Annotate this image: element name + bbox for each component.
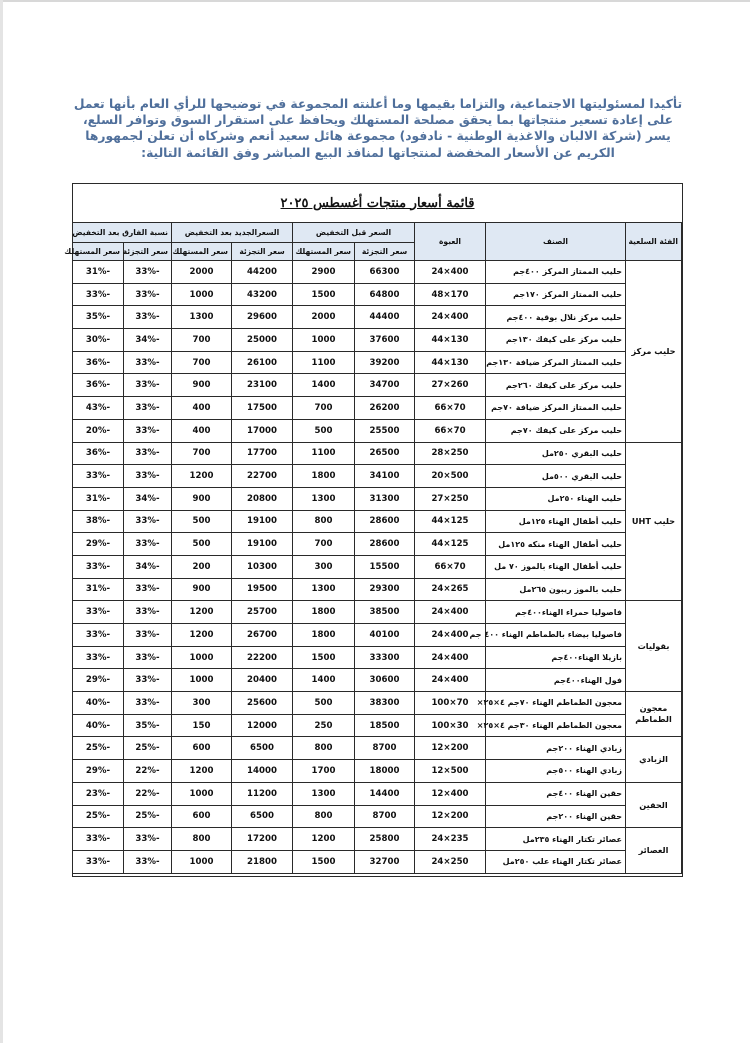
item-cell: حليب مركز على كيفك ٧٠جم	[486, 419, 626, 442]
diff-wholesale-cell: 22%-	[123, 760, 171, 783]
header-after-consumer: سعر المستهلك	[171, 243, 231, 261]
after-wholesale-cell: 23100	[232, 374, 293, 397]
table-row	[72, 329, 681, 352]
before-consumer-cell: 1400	[293, 374, 355, 397]
diff-wholesale-cell: 33%-	[123, 850, 171, 873]
before-consumer-cell: 1500	[293, 283, 355, 306]
table-row	[72, 465, 681, 488]
pack-cell: 12×200	[415, 805, 486, 828]
diff-consumer-cell: 33%-	[72, 646, 123, 669]
after-wholesale-cell: 20800	[232, 487, 293, 510]
table-row	[72, 578, 681, 601]
before-wholesale-cell: 15500	[355, 555, 415, 578]
after-wholesale-cell: 29600	[232, 306, 293, 329]
item-cell: حليب أطفال الهناء بالموز ٧٠ مل	[486, 555, 626, 578]
after-consumer-cell: 500	[171, 533, 231, 556]
diff-consumer-cell: 29%-	[72, 669, 123, 692]
before-wholesale-cell: 40100	[355, 624, 415, 647]
after-wholesale-cell: 10300	[232, 555, 293, 578]
diff-consumer-cell: 33%-	[72, 850, 123, 873]
pack-cell: 12×400	[415, 782, 486, 805]
item-cell: حقين الهناء ٢٠٠جم	[486, 805, 626, 828]
after-wholesale-cell: 21800	[232, 850, 293, 873]
table-row	[72, 737, 681, 760]
header-diff-wholesale: سعر التجزئة	[123, 243, 171, 261]
table-row	[72, 351, 681, 374]
header-before-wholesale: سعر التجزئة	[355, 243, 415, 261]
pack-cell: 24×400	[415, 261, 486, 284]
diff-consumer-cell: 36%-	[72, 442, 123, 465]
after-consumer-cell: 1200	[171, 760, 231, 783]
diff-consumer-cell: 31%-	[72, 578, 123, 601]
before-wholesale-cell: 25800	[355, 828, 415, 851]
table-row	[72, 555, 681, 578]
table-row	[72, 442, 681, 465]
header-item: الصنف	[486, 223, 626, 261]
table-row	[72, 397, 681, 420]
after-wholesale-cell: 14000	[232, 760, 293, 783]
diff-consumer-cell: 40%-	[72, 714, 123, 737]
price-list-sheet	[64, 183, 683, 877]
before-wholesale-cell: 14400	[355, 782, 415, 805]
diff-wholesale-cell: 33%-	[123, 828, 171, 851]
diff-consumer-cell: 25%-	[72, 805, 123, 828]
before-consumer-cell: 1300	[293, 487, 355, 510]
after-consumer-cell: 1300	[171, 306, 231, 329]
pack-cell: 24×400	[415, 646, 486, 669]
pack-cell: 66×70	[415, 555, 486, 578]
after-wholesale-cell: 12000	[232, 714, 293, 737]
item-cell: حليب مركز على كيفك ٢٦٠جم	[486, 374, 626, 397]
diff-consumer-cell: 38%-	[72, 510, 123, 533]
pack-cell: 24×400	[415, 306, 486, 329]
item-cell: حليب البقري ٥٠٠مل	[486, 465, 626, 488]
diff-consumer-cell: 33%-	[72, 601, 123, 624]
header-pack: العبوة	[415, 223, 486, 261]
diff-consumer-cell: 31%-	[72, 261, 123, 284]
pack-cell: 24×400	[415, 669, 486, 692]
after-consumer-cell: 1000	[171, 669, 231, 692]
item-cell: حليب الممتاز المركز ٤٠٠جم	[486, 261, 626, 284]
after-wholesale-cell: 19500	[232, 578, 293, 601]
after-consumer-cell: 500	[171, 510, 231, 533]
category-cell: الحقين	[626, 782, 682, 827]
after-wholesale-cell: 26700	[232, 624, 293, 647]
pack-cell: 20×500	[415, 465, 486, 488]
item-cell: فاصوليا حمراء الهناء٤٠٠جم	[486, 601, 626, 624]
after-consumer-cell: 1200	[171, 624, 231, 647]
after-consumer-cell: 400	[171, 419, 231, 442]
diff-wholesale-cell: 34%-	[123, 329, 171, 352]
pack-cell: 44×130	[415, 351, 486, 374]
item-cell: حليب الممتاز المركز ضيافة ٧٠جم	[486, 397, 626, 420]
header-category: الفئة السلعية	[626, 223, 682, 261]
diff-wholesale-cell: 33%-	[123, 261, 171, 284]
before-wholesale-cell: 31300	[355, 487, 415, 510]
after-wholesale-cell: 17000	[232, 419, 293, 442]
before-wholesale-cell: 18500	[355, 714, 415, 737]
after-consumer-cell: 700	[171, 351, 231, 374]
after-wholesale-cell: 20400	[232, 669, 293, 692]
after-consumer-cell: 900	[171, 578, 231, 601]
item-cell: معجون الطماطم الهناء ٣٠جم ٤×٢٥×	[486, 714, 626, 737]
category-cell: حليب UHT	[626, 442, 682, 601]
after-wholesale-cell: 25000	[232, 329, 293, 352]
diff-wholesale-cell: 33%-	[123, 306, 171, 329]
pack-cell: 24×235	[415, 828, 486, 851]
before-consumer-cell: 1100	[293, 442, 355, 465]
diff-wholesale-cell: 33%-	[123, 465, 171, 488]
pack-cell: 12×200	[415, 737, 486, 760]
after-consumer-cell: 1000	[171, 782, 231, 805]
table-row	[72, 261, 681, 284]
before-consumer-cell: 300	[293, 555, 355, 578]
before-wholesale-cell: 37600	[355, 329, 415, 352]
before-consumer-cell: 1700	[293, 760, 355, 783]
table-row	[72, 828, 681, 851]
after-consumer-cell: 600	[171, 737, 231, 760]
diff-wholesale-cell: 34%-	[123, 555, 171, 578]
diff-consumer-cell: 20%-	[72, 419, 123, 442]
after-wholesale-cell: 25700	[232, 601, 293, 624]
diff-wholesale-cell: 25%-	[123, 805, 171, 828]
table-row	[72, 669, 681, 692]
diff-wholesale-cell: 25%-	[123, 737, 171, 760]
after-consumer-cell: 1000	[171, 850, 231, 873]
before-wholesale-cell: 8700	[355, 737, 415, 760]
table-row	[72, 283, 681, 306]
after-consumer-cell: 400	[171, 397, 231, 420]
diff-consumer-cell: 29%-	[72, 760, 123, 783]
diff-consumer-cell: 29%-	[72, 533, 123, 556]
before-wholesale-cell: 44400	[355, 306, 415, 329]
before-wholesale-cell: 66300	[355, 261, 415, 284]
before-wholesale-cell: 29300	[355, 578, 415, 601]
page-left-edge	[0, 0, 3, 1043]
table-row	[72, 487, 681, 510]
price-table-body	[72, 261, 681, 874]
header-before: السعر قبل التخفيض	[293, 223, 415, 243]
item-cell: زبادي الهناء ٢٠٠جم	[486, 737, 626, 760]
header-diff: نسبة الفارق بعد التخفيض	[72, 223, 171, 243]
after-consumer-cell: 200	[171, 555, 231, 578]
before-consumer-cell: 1400	[293, 669, 355, 692]
after-wholesale-cell: 6500	[232, 805, 293, 828]
diff-consumer-cell: 30%-	[72, 329, 123, 352]
before-consumer-cell: 500	[293, 419, 355, 442]
pack-cell: 48×170	[415, 283, 486, 306]
pack-cell: 44×130	[415, 329, 486, 352]
before-consumer-cell: 1800	[293, 601, 355, 624]
diff-consumer-cell: 36%-	[72, 374, 123, 397]
after-wholesale-cell: 22200	[232, 646, 293, 669]
diff-wholesale-cell: 33%-	[123, 351, 171, 374]
item-cell: حليب البقري ٢٥٠مل	[486, 442, 626, 465]
diff-consumer-cell: 33%-	[72, 828, 123, 851]
diff-consumer-cell: 40%-	[72, 692, 123, 715]
diff-consumer-cell: 35%-	[72, 306, 123, 329]
table-row	[72, 692, 681, 715]
diff-consumer-cell: 43%-	[72, 397, 123, 420]
after-consumer-cell: 800	[171, 828, 231, 851]
item-cell: بازيلا الهناء٤٠٠جم	[486, 646, 626, 669]
table-row	[72, 533, 681, 556]
diff-wholesale-cell: 33%-	[123, 419, 171, 442]
after-wholesale-cell: 22700	[232, 465, 293, 488]
diff-wholesale-cell: 35%-	[123, 714, 171, 737]
price-table	[64, 222, 682, 874]
after-consumer-cell: 2000	[171, 261, 231, 284]
after-consumer-cell: 1200	[171, 601, 231, 624]
before-wholesale-cell: 26200	[355, 397, 415, 420]
before-wholesale-cell: 30600	[355, 669, 415, 692]
diff-wholesale-cell: 33%-	[123, 624, 171, 647]
diff-consumer-cell: 36%-	[72, 351, 123, 374]
item-cell: حليب أطفال الهناء ١٢٥مل	[486, 510, 626, 533]
diff-consumer-cell: 33%-	[72, 555, 123, 578]
pack-cell: 100×30	[415, 714, 486, 737]
before-consumer-cell: 1000	[293, 329, 355, 352]
pack-cell: 66×70	[415, 397, 486, 420]
table-row	[72, 601, 681, 624]
before-consumer-cell: 700	[293, 397, 355, 420]
before-consumer-cell: 500	[293, 692, 355, 715]
after-wholesale-cell: 44200	[232, 261, 293, 284]
diff-consumer-cell: 31%-	[72, 487, 123, 510]
table-row	[72, 760, 681, 783]
before-wholesale-cell: 64800	[355, 283, 415, 306]
table-row	[72, 510, 681, 533]
diff-consumer-cell: 23%-	[72, 782, 123, 805]
header-after: السعرالجديد بعد التخفيض	[171, 223, 292, 243]
before-wholesale-cell: 34100	[355, 465, 415, 488]
pack-cell: 66×70	[415, 419, 486, 442]
table-row	[72, 714, 681, 737]
diff-wholesale-cell: 33%-	[123, 533, 171, 556]
before-consumer-cell: 1300	[293, 782, 355, 805]
diff-wholesale-cell: 22%-	[123, 782, 171, 805]
header-after-wholesale: سعر التجزئة	[232, 243, 293, 261]
pack-cell: 28×250	[415, 442, 486, 465]
pack-cell: 27×260	[415, 374, 486, 397]
pack-cell: 27×250	[415, 487, 486, 510]
item-cell: حليب الهناء ٢٥٠مل	[486, 487, 626, 510]
after-consumer-cell: 700	[171, 442, 231, 465]
pack-cell: 24×400	[415, 624, 486, 647]
before-wholesale-cell: 39200	[355, 351, 415, 374]
before-wholesale-cell: 26500	[355, 442, 415, 465]
after-wholesale-cell: 17700	[232, 442, 293, 465]
before-consumer-cell: 2000	[293, 306, 355, 329]
header-before-consumer: سعر المستهلك	[293, 243, 355, 261]
after-wholesale-cell: 6500	[232, 737, 293, 760]
before-wholesale-cell: 28600	[355, 533, 415, 556]
category-cell: حليب مركز	[626, 261, 682, 443]
after-consumer-cell: 300	[171, 692, 231, 715]
diff-consumer-cell: 25%-	[72, 737, 123, 760]
after-wholesale-cell: 26100	[232, 351, 293, 374]
after-wholesale-cell: 19100	[232, 510, 293, 533]
after-consumer-cell: 900	[171, 487, 231, 510]
before-wholesale-cell: 28600	[355, 510, 415, 533]
before-consumer-cell: 1500	[293, 646, 355, 669]
before-consumer-cell: 1800	[293, 465, 355, 488]
page-top-edge	[0, 0, 750, 2]
before-consumer-cell: 800	[293, 510, 355, 533]
before-consumer-cell: 1200	[293, 828, 355, 851]
price-list-title: قائمة أسعار منتجات أغسطس ٢٠٢٥	[280, 195, 475, 211]
after-wholesale-cell: 17200	[232, 828, 293, 851]
item-cell: معجون الطماطم الهناء ٧٠جم ٤×٢٥×	[486, 692, 626, 715]
pack-cell: 24×265	[415, 578, 486, 601]
category-cell: الزبادي	[626, 737, 682, 782]
pack-cell: 44×125	[415, 533, 486, 556]
table-row	[72, 374, 681, 397]
table-row	[72, 624, 681, 647]
diff-wholesale-cell: 33%-	[123, 646, 171, 669]
after-wholesale-cell: 11200	[232, 782, 293, 805]
item-cell: فول الهناء٤٠٠جم	[486, 669, 626, 692]
header-row-main	[72, 223, 681, 243]
before-consumer-cell: 250	[293, 714, 355, 737]
diff-consumer-cell: 33%-	[72, 283, 123, 306]
table-row	[72, 850, 681, 873]
after-consumer-cell: 1000	[171, 283, 231, 306]
diff-wholesale-cell: 34%-	[123, 487, 171, 510]
item-cell: حليب الممتاز المركز ضيافة ١٣٠جم	[486, 351, 626, 374]
before-wholesale-cell: 8700	[355, 805, 415, 828]
after-consumer-cell: 150	[171, 714, 231, 737]
after-consumer-cell: 900	[171, 374, 231, 397]
before-wholesale-cell: 34700	[355, 374, 415, 397]
pack-cell: 24×250	[415, 850, 486, 873]
before-consumer-cell: 800	[293, 805, 355, 828]
diff-wholesale-cell: 33%-	[123, 669, 171, 692]
after-consumer-cell: 1000	[171, 646, 231, 669]
pack-cell: 100×70	[415, 692, 486, 715]
category-cell: بقوليات	[626, 601, 682, 692]
after-consumer-cell: 600	[171, 805, 231, 828]
item-cell: زبادي الهناء ٥٠٠جم	[486, 760, 626, 783]
table-row	[72, 419, 681, 442]
before-wholesale-cell: 18000	[355, 760, 415, 783]
table-row	[72, 646, 681, 669]
after-wholesale-cell: 19100	[232, 533, 293, 556]
diff-wholesale-cell: 33%-	[123, 397, 171, 420]
diff-wholesale-cell: 33%-	[123, 578, 171, 601]
diff-wholesale-cell: 33%-	[123, 601, 171, 624]
before-wholesale-cell: 25500	[355, 419, 415, 442]
category-cell: العصائر	[626, 828, 682, 873]
before-consumer-cell: 1500	[293, 850, 355, 873]
after-wholesale-cell: 17500	[232, 397, 293, 420]
diff-wholesale-cell: 33%-	[123, 283, 171, 306]
diff-wholesale-cell: 33%-	[123, 442, 171, 465]
category-cell: معجون الطماطم	[626, 692, 682, 737]
after-consumer-cell: 1200	[171, 465, 231, 488]
before-wholesale-cell: 33300	[355, 646, 415, 669]
item-cell: حليب مركز على كيفك ١٣٠جم	[486, 329, 626, 352]
before-wholesale-cell: 38300	[355, 692, 415, 715]
pack-cell: 12×500	[415, 760, 486, 783]
before-consumer-cell: 800	[293, 737, 355, 760]
title-row	[73, 184, 682, 222]
item-cell: حليب الممتاز المركز ١٧٠جم	[486, 283, 626, 306]
pack-cell: 24×400	[415, 601, 486, 624]
before-consumer-cell: 1800	[293, 624, 355, 647]
before-wholesale-cell: 38500	[355, 601, 415, 624]
before-consumer-cell: 1100	[293, 351, 355, 374]
diff-wholesale-cell: 33%-	[123, 374, 171, 397]
item-cell: حقين الهناء ٤٠٠جم	[486, 782, 626, 805]
header-diff-consumer: سعر المستهلك	[72, 243, 123, 261]
diff-consumer-cell: 33%-	[72, 465, 123, 488]
table-row	[72, 805, 681, 828]
diff-wholesale-cell: 33%-	[123, 692, 171, 715]
intro-paragraph: تأكيدا لمسئوليتها الاجتماعية، والتزاما بقيمها وما أعلنته المجموعة في توضيحها للرأي العام بأنها تعمل على إعادة تسعير منتجاتها بما يحقق مصلحة المستهلك ويحافظ على استقرار السوق وتوافر السلع، يسر (شركة الالبان والاغذية الوطنية - نادفود) مجموعة هائل سعيد أنعم وشركاه أن تعلن لجمهورها الكريم عن الأسعار المخفضة لمنتجاتها لمنافذ البيع المباشر وفق القائمة التالية:	[73, 97, 683, 160]
item-cell: عصائر تكتار الهناء ٢٣٥مل	[486, 828, 626, 851]
pack-cell: 44×125	[415, 510, 486, 533]
item-cell: حليب أطفال الهناء منكه ١٢٥مل	[486, 533, 626, 556]
before-wholesale-cell: 32700	[355, 850, 415, 873]
after-consumer-cell: 700	[171, 329, 231, 352]
table-row	[72, 306, 681, 329]
item-cell: حليب مركز نلال بوقية ٤٠٠جم	[486, 306, 626, 329]
item-cell: حليب بالموز ريبون ٢٦٥مل	[486, 578, 626, 601]
table-row	[72, 782, 681, 805]
diff-consumer-cell: 33%-	[72, 624, 123, 647]
after-wholesale-cell: 25600	[232, 692, 293, 715]
item-cell: عصائر تكتار الهناء علب ٢٥٠مل	[486, 850, 626, 873]
after-wholesale-cell: 43200	[232, 283, 293, 306]
before-consumer-cell: 1300	[293, 578, 355, 601]
before-consumer-cell: 2900	[293, 261, 355, 284]
item-cell: فاصوليا بيضاء بالطماطم الهناء ٤٠٠ جم	[486, 624, 626, 647]
diff-wholesale-cell: 33%-	[123, 510, 171, 533]
before-consumer-cell: 700	[293, 533, 355, 556]
